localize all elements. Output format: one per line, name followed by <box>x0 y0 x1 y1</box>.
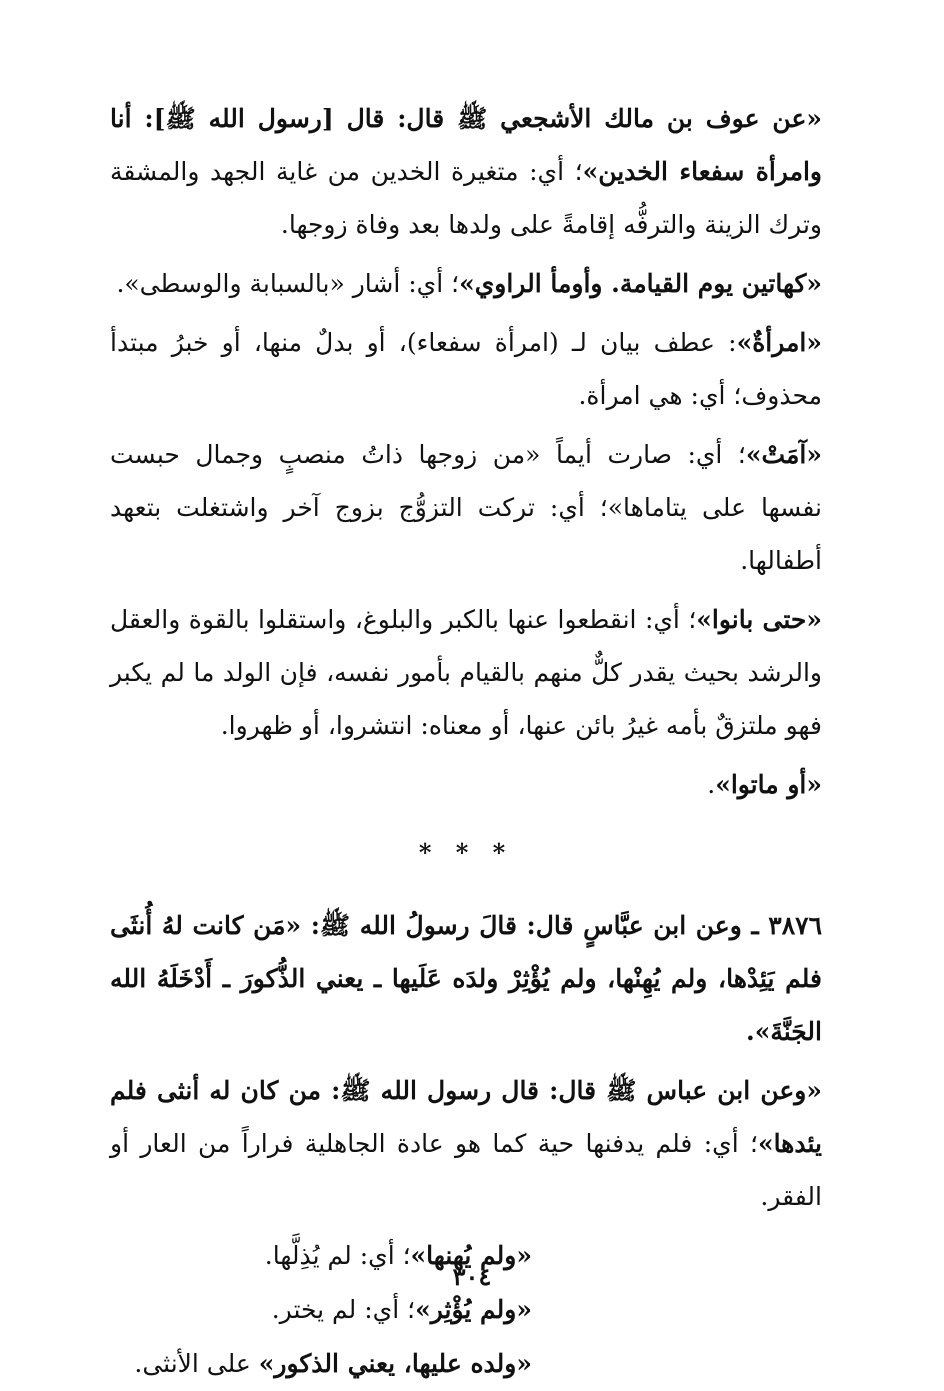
page-body <box>110 92 822 1391</box>
commentary-text: ؛ أي: صارت أيماً «من زوجها ذاتُ منصبٍ وجمال حبست نفسها على يتاماها»؛ أي: تركت التزوُّج بزوج آخر واشتغلت بتعهد أطفالها. <box>110 440 822 575</box>
page-number: ٣٠٤ <box>452 1262 492 1291</box>
paragraph <box>110 316 822 422</box>
paragraph <box>110 257 822 310</box>
section-separator: * * * <box>418 838 514 867</box>
quoted-lead: «أو ماتوا» <box>715 770 822 799</box>
commentary-text: ؛ أي: لم يُذِلَّها. <box>264 1241 411 1270</box>
commentary-text: . <box>707 770 716 799</box>
commentary-text: ؛ أي: أشار «بالسبابة والوسطى». <box>116 269 460 298</box>
paragraph <box>110 428 822 587</box>
quoted-lead: «وعن ابن عباس ﷺ قال: قال رسول الله ﷺ: من كان له أنثى فلم يئدها» <box>110 1076 822 1158</box>
quoted-lead: «ولم يُهنها» <box>410 1241 532 1270</box>
commentary-text: ؛ أي: لم يختر. <box>271 1295 416 1324</box>
paragraph <box>110 593 822 752</box>
paragraph <box>110 758 822 811</box>
commentary-text: على الأنثى. <box>134 1349 259 1378</box>
hadith-text: ٣٨٧٦ ـ وعن ابن عبَّاسٍ قال: قالَ رسولُ الله ﷺ: «مَن كانت لهُ أُنثَى فلم يَئِدْها، ولم يُهِنْها، ولم يُؤْثِرْ ولدَه عَلَيها ـ يعني الذُّكورَ ـ أَدْخَلَهُ الله الجَنَّةَ». <box>110 911 822 1046</box>
quoted-lead: «ولم يُؤْثِر» <box>415 1295 532 1324</box>
quoted-lead: «ولده عليها، يعني الذكور» <box>258 1349 532 1378</box>
paragraph <box>110 1064 822 1223</box>
commentary-text: ؛ أي: انقطعوا عنها بالكبر والبلوغ، واستقلوا بالقوة والعقل والرشد بحيث يقدر كلٌّ منهم بالقيام بأمور نفسه، فإن الولد ما لم يكبر فهو ملتزقٌ بأمه غيرُ بائن عنها، أو معناه: انتشروا، أو ظهروا. <box>110 605 822 740</box>
commentary-text: ؛ أي: فلم يدفنها حية كما هو عادة الجاهلية فراراً من العار أو الفقر. <box>110 1129 822 1211</box>
short-line <box>110 1337 822 1391</box>
commentary-text: : عطف بيان لـ (امرأة سفعاء)، أو بدلٌ منها، أو خبرُ مبتدأ محذوف؛ أي: هي امرأة. <box>110 328 822 410</box>
quoted-lead: «عن عوف بن مالك الأشجعي ﷺ قال: قال [رسول الله ﷺ]: أنا وامرأة سفعاء الخدين» <box>110 104 822 186</box>
commentary-text: ؛ أي: متغيرة الخدين من غاية الجهد والمشقة وترك الزينة والترفُّه إقامةً على ولدها بعد وفاة زوجها. <box>110 157 822 239</box>
quoted-lead: «حتى بانوا» <box>696 605 822 634</box>
short-line <box>110 1283 822 1337</box>
paragraph <box>110 92 822 251</box>
quoted-lead: «امرأةٌ» <box>736 328 822 357</box>
quoted-lead: «آمَتْ» <box>745 440 822 469</box>
quoted-lead: «كهاتين يوم القيامة. وأومأ الراوي» <box>459 269 822 298</box>
